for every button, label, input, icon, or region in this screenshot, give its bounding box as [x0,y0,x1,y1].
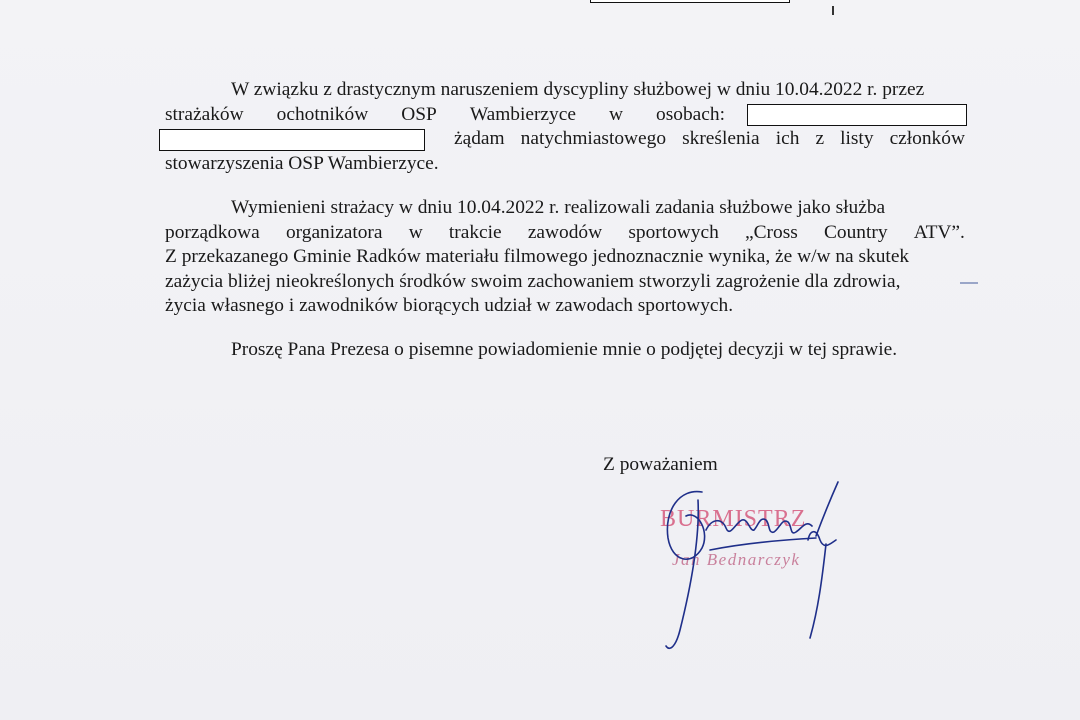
word: organizatora [285,221,383,243]
word: ochotników [276,103,369,125]
word: OSP [401,103,437,125]
paragraph-2-line-2 [165,221,965,246]
closing-salutation: Z poważaniem [603,454,718,475]
word: listy [840,128,874,149]
margin-pen-mark [960,282,978,284]
word: w [408,221,423,243]
word: ATV”. [913,221,965,243]
word: sportowych [628,221,719,243]
word: strażaków [165,103,244,125]
paragraph-1 [165,78,965,176]
word: zawodów [527,221,603,243]
word: trakcie [448,221,502,243]
paragraph-2-line-5: życia własnego i zawodników biorących udział w zawodach sportowych. [165,295,734,316]
word: Wambierzyce [469,103,576,125]
word: „Cross [745,221,798,243]
paragraph-2-line-3: Z przekazanego Gminie Radków materiału filmowego jednoznacznie wynika, że w/w na skutek [165,246,910,267]
paragraph-1-line-2 [165,103,965,128]
paragraph-1-line-4: stowarzyszenia OSP Wambierzyce. [165,152,439,174]
word: skreślenia [682,128,760,149]
word: natychmiastowego [520,128,667,149]
paragraph-2-line-1: Wymienieni strażacy w dniu 10.04.2022 r. realizowali zadania służbowe jako służba [231,197,886,218]
paragraph-2-line-4: zażycia bliżej nieokreślonych środków swoim zachowaniem stworzyli zagrożenie dla zdrowia, [165,270,901,292]
redaction-box-name-1 [747,104,967,126]
redaction-box-name-2 [159,129,425,151]
paragraph-2 [165,196,965,319]
paragraph-3-line-1: Proszę Pana Prezesa o pisemne powiadomienie mnie o podjętej decyzji w tej sprawie. [231,339,898,360]
stamp-name: Jan Bednarczyk [672,550,801,569]
redaction-box-top [590,0,790,3]
paragraph-1-line-3 [165,127,965,152]
word: w [608,103,623,125]
word: z [815,128,825,149]
word: osobach: [656,103,725,125]
word: członków [889,128,965,149]
word: Country [823,221,888,243]
scan-mark [832,6,834,15]
paragraph-1-line-1: W związku z drastycznym naruszeniem dyscypliny służbowej w dniu 10.04.2022 r. przez [231,79,925,100]
stamp-title: BURMISTRZ [660,506,807,532]
word: ich [775,128,800,149]
word: żądam [454,128,505,149]
word: porządkowa [165,221,260,243]
paragraph-3 [165,338,965,363]
handwritten-signature [640,470,860,660]
